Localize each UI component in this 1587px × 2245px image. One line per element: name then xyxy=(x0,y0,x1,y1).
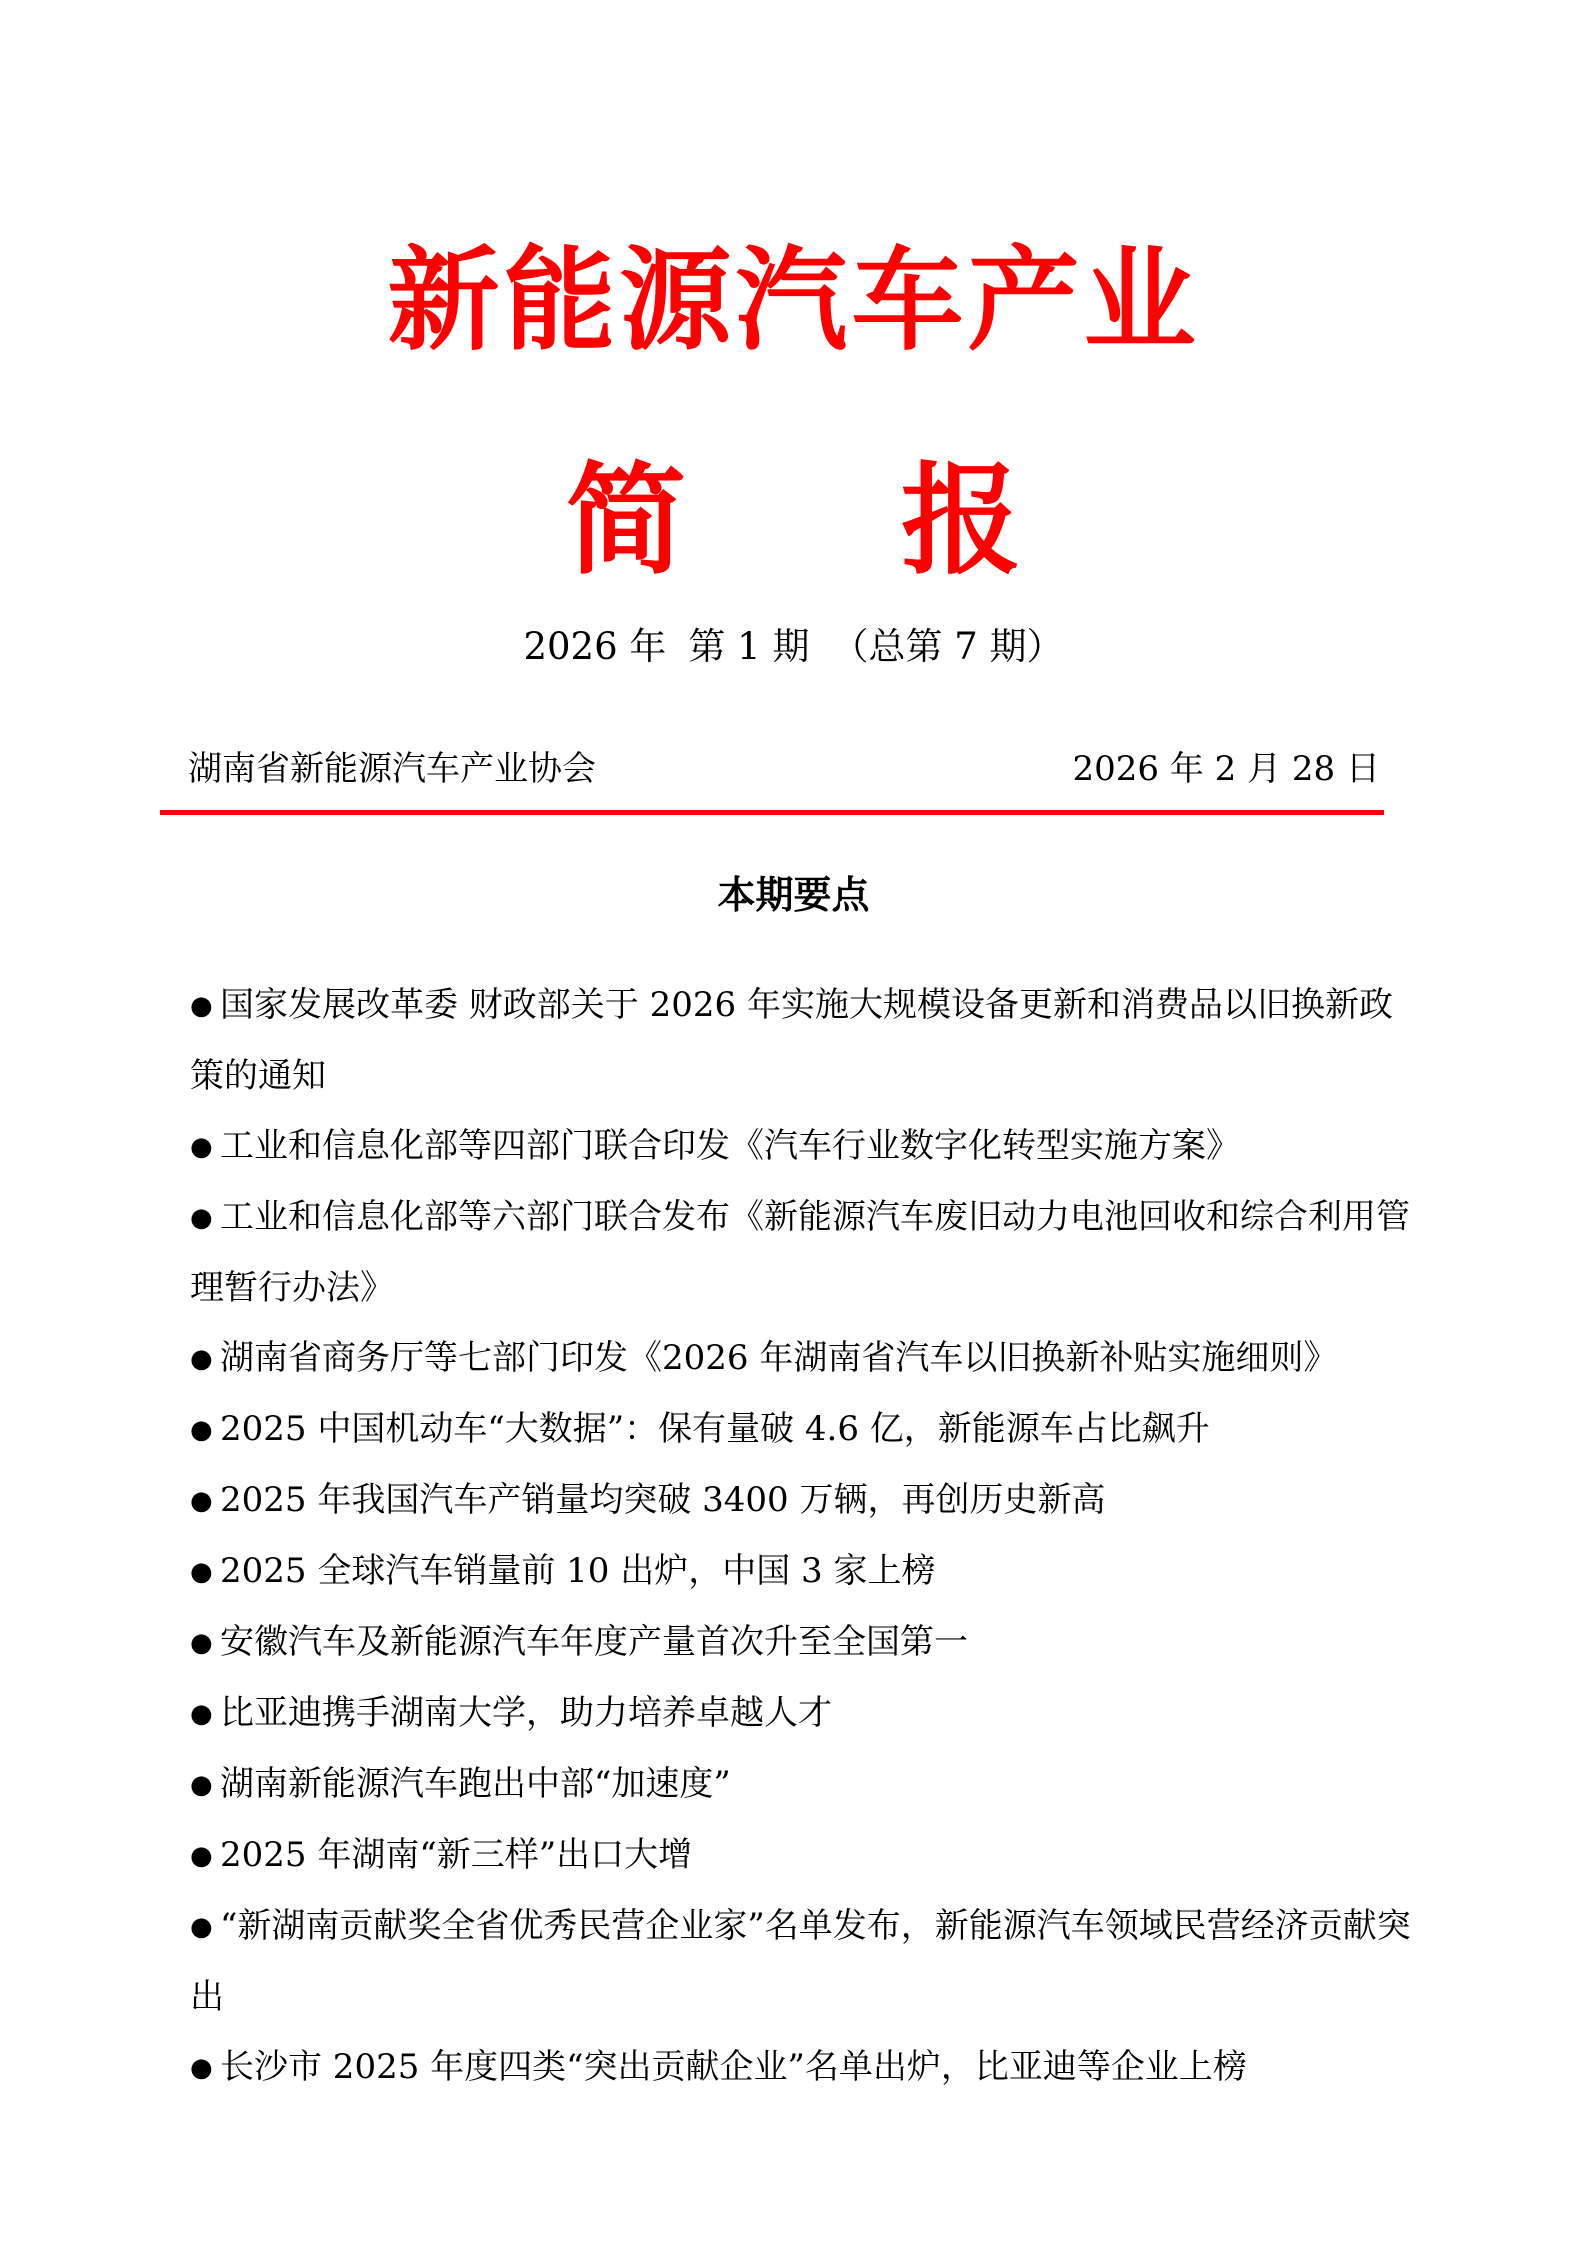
highlight-text: 工业和信息化部等四部门联合印发《汽车行业数字化转型实施方案》 xyxy=(220,1126,1240,1166)
bullet-icon: ● xyxy=(190,1132,213,1162)
highlight-item xyxy=(190,1182,1412,1323)
bullet-icon: ● xyxy=(190,1415,213,1445)
masthead-subtitle-char-1: 简 xyxy=(566,452,686,591)
issue-total: （总第 7 期） xyxy=(831,625,1064,668)
bullet-icon: ● xyxy=(190,2053,213,2083)
highlight-item xyxy=(190,1820,1412,1891)
issue-year: 2026 年 xyxy=(523,625,667,668)
bullet-icon: ● xyxy=(190,1841,213,1871)
highlight-item xyxy=(190,1891,1412,2032)
bullet-icon: ● xyxy=(190,1557,213,1587)
highlight-text: “新湖南贡献奖全省优秀民营企业家”名单发布，新能源汽车领域民营经济贡献突出 xyxy=(190,1906,1411,2017)
highlight-text: 湖南新能源汽车跑出中部“加速度” xyxy=(220,1764,731,1804)
issue-number: 第 1 期 xyxy=(688,625,810,668)
masthead-subtitle-char-2: 报 xyxy=(901,452,1021,591)
header-divider xyxy=(160,810,1384,815)
highlight-item xyxy=(190,1111,1412,1182)
masthead-subtitle xyxy=(0,452,1587,591)
bullet-icon: ● xyxy=(190,1912,213,1942)
bullet-icon: ● xyxy=(190,1486,213,1516)
masthead-title: 新能源汽车产业 xyxy=(387,236,1200,366)
highlight-item xyxy=(190,1465,1412,1536)
bullet-icon: ● xyxy=(190,1770,213,1800)
section-title: 本期要点 xyxy=(717,873,870,917)
highlight-item xyxy=(190,1678,1412,1749)
bullet-icon: ● xyxy=(190,1628,213,1658)
highlight-text: 湖南省商务厅等七部门印发《2026 年湖南省汽车以旧换新补贴实施细则》 xyxy=(220,1338,1338,1378)
highlight-text: 安徽汽车及新能源汽车年度产量首次升至全国第一 xyxy=(220,1622,968,1662)
bullet-icon: ● xyxy=(190,1699,213,1729)
highlight-text: 2025 中国机动车“大数据”：保有量破 4.6 亿，新能源车占比飙升 xyxy=(220,1409,1210,1449)
highlight-item xyxy=(190,2032,1412,2103)
highlight-item xyxy=(190,1749,1412,1820)
highlight-item xyxy=(190,1323,1412,1394)
bullet-icon: ● xyxy=(190,1203,213,1233)
highlight-item xyxy=(190,970,1412,1111)
bullet-icon: ● xyxy=(190,1344,213,1374)
highlight-item xyxy=(190,1394,1412,1465)
highlight-text: 2025 年湖南“新三样”出口大增 xyxy=(220,1835,693,1875)
highlights-list xyxy=(190,970,1412,2103)
highlight-item xyxy=(190,1607,1412,1678)
bullet-icon: ● xyxy=(190,991,213,1021)
highlight-text: 比亚迪携手湖南大学，助力培养卓越人才 xyxy=(220,1693,832,1733)
highlight-text: 长沙市 2025 年度四类“突出贡献企业”名单出炉，比亚迪等企业上榜 xyxy=(220,2047,1247,2087)
highlight-text: 工业和信息化部等六部门联合发布《新能源汽车废旧动力电池回收和综合利用管理暂行办法》 xyxy=(190,1197,1410,1308)
publisher-org: 湖南省新能源汽车产业协会 xyxy=(188,749,596,789)
highlight-text: 2025 年我国汽车产销量均突破 3400 万辆，再创历史新高 xyxy=(220,1480,1106,1520)
highlight-text: 2025 全球汽车销量前 10 出炉，中国 3 家上榜 xyxy=(220,1551,936,1591)
highlight-item xyxy=(190,1536,1412,1607)
publish-date: 2026 年 2 月 28 日 xyxy=(1072,749,1380,789)
highlight-text: 国家发展改革委 财政部关于 2026 年实施大规模设备更新和消费品以旧换新政策的通知 xyxy=(190,985,1393,1096)
issue-line xyxy=(0,625,1587,668)
